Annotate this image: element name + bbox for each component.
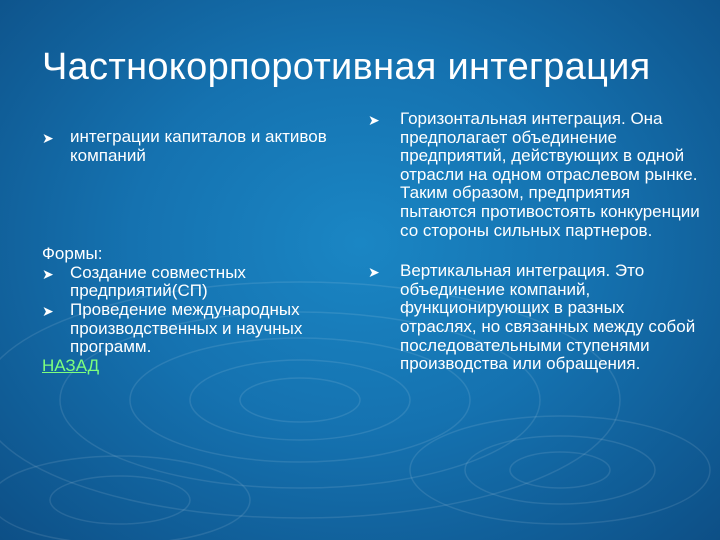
list-item <box>360 110 700 240</box>
arrowhead-bullet-icon: ➤ <box>42 302 54 319</box>
list-item <box>42 128 342 165</box>
bullet-text: Горизонтальная интеграция. Она предполагает объединение предприятий, действующих в одной отрасли на одном отраслевом рынке. Таким образом, предприятия пытаются противостоять конкуренции со стороны сильных партнеров. <box>400 109 700 240</box>
slide-title: Частнокорпоротивная интеграция <box>42 46 651 88</box>
bullet-text: Проведение международных производственных и научных программ. <box>70 299 303 357</box>
arrowhead-bullet-icon: ➤ <box>42 130 54 146</box>
arrowhead-bullet-icon: ➤ <box>42 265 54 282</box>
forms-label: Формы: <box>42 244 103 264</box>
back-link[interactable]: НАЗАД <box>42 355 100 375</box>
arrowhead-bullet-icon: ➤ <box>368 112 380 128</box>
left-column <box>42 128 342 375</box>
bullet-text: Создание совместных предприятий(СП) <box>70 262 246 301</box>
list-item <box>42 264 342 301</box>
right-column <box>360 110 700 374</box>
list-item <box>42 301 342 357</box>
arrowhead-bullet-icon: ➤ <box>368 264 380 281</box>
bullet-text: интеграции капиталов и активов компаний <box>70 127 327 165</box>
list-item <box>360 262 700 374</box>
bullet-text: Вертикальная интеграция. Это объединение компаний, функционирующих в разных отраслях, но связанных между собой последовательными ступенями производства или обращения. <box>400 261 696 374</box>
